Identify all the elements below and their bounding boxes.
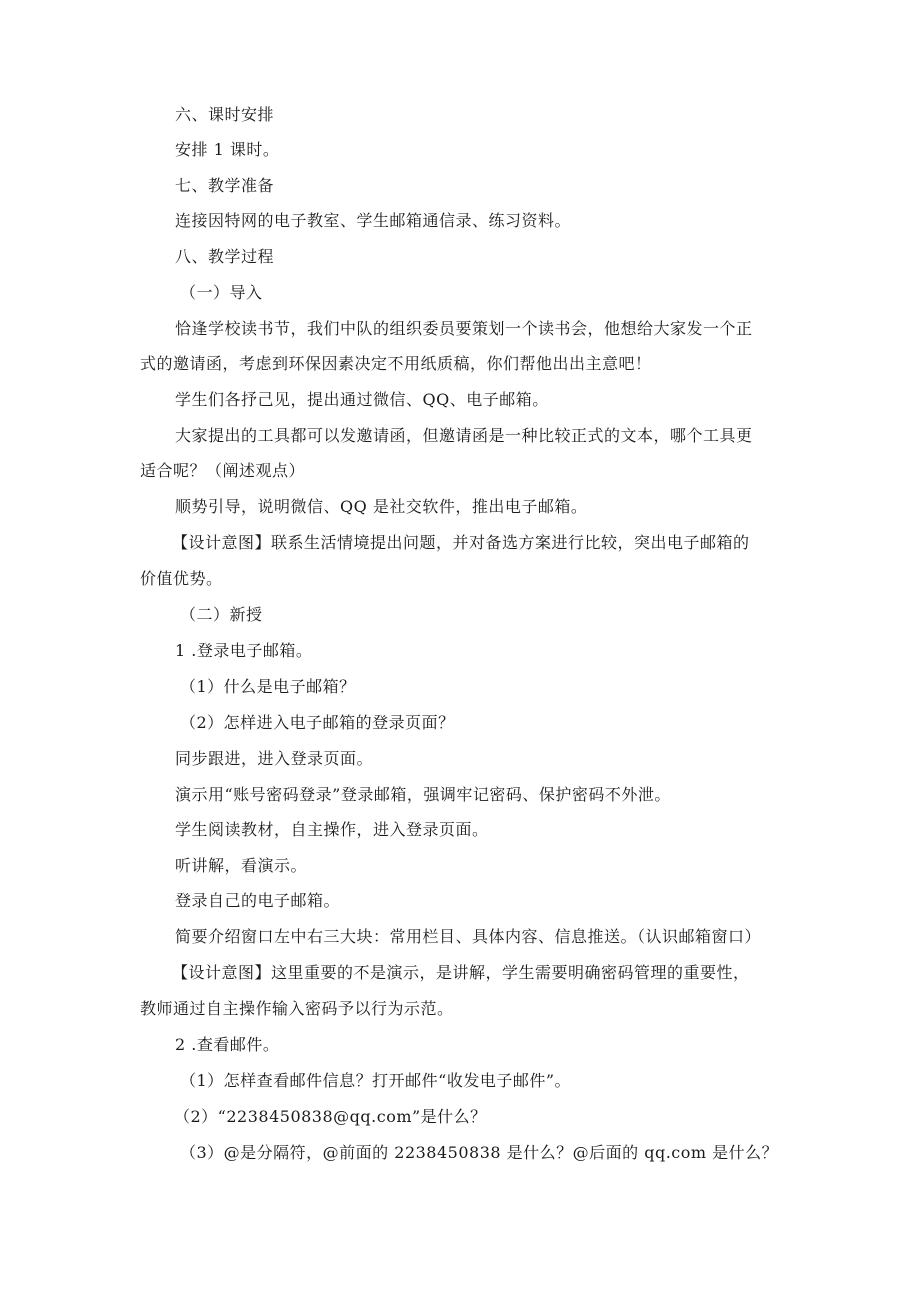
paragraph: 式的邀请函，考虑到环保因素决定不用纸质稿，你们帮他出出主意吧！: [140, 354, 652, 373]
paragraph: 适合呢？（阐述观点）: [140, 461, 306, 480]
paragraph: 教师通过自主操作输入密码予以行为示范。: [140, 999, 454, 1018]
paragraph: 简要介绍窗口左中右三大块：常用栏目、具体内容、信息推送。（认识邮箱窗口）: [175, 927, 762, 946]
paragraph: 连接因特网的电子教室、学生邮箱通信录、练习资料。: [175, 211, 572, 230]
subheading-intro: （一）导入: [180, 283, 263, 302]
paragraph: 听讲解，看演示。: [175, 856, 308, 875]
list-item: 1 .登录电子邮箱。: [175, 641, 313, 660]
heading-schedule: 六、课时安排: [175, 105, 275, 124]
paragraph: 顺势引导，说明微信、QQ 是社交软件，推出电子邮箱。: [175, 497, 588, 516]
subheading-new-lesson: （二）新授: [180, 605, 263, 624]
list-item: （1）怎样查看邮件信息？打开邮件“收发电子邮件”。: [180, 1071, 572, 1090]
paragraph: 学生阅读教材，自主操作，进入登录页面。: [175, 820, 489, 839]
paragraph: 演示用“账号密码登录”登录邮箱，强调牢记密码、保护密码不外泄。: [175, 785, 671, 804]
paragraph: 安排 1 课时。: [175, 140, 280, 159]
list-item: （2）怎样进入电子邮箱的登录页面？: [180, 713, 455, 732]
paragraph: 登录自己的电子邮箱。: [175, 891, 341, 910]
heading-preparation: 七、教学准备: [175, 176, 275, 195]
list-item: （2）“2238450838@qq.com”是什么？: [174, 1107, 487, 1126]
list-item: （1）什么是电子邮箱？: [180, 677, 356, 696]
heading-process: 八、教学过程: [175, 247, 275, 266]
paragraph: 学生们各抒己见，提出通过微信、QQ、电子邮箱。: [175, 390, 549, 409]
paragraph: 价值优势。: [140, 569, 223, 588]
list-item: 2 .查看邮件。: [175, 1035, 280, 1054]
paragraph: 大家提出的工具都可以发邀请函，但邀请函是一种比较正式的文本，哪个工具更: [175, 426, 753, 445]
paragraph: 同步跟进，进入登录页面。: [175, 749, 374, 768]
list-item: （3）@是分隔符，@前面的 2238450838 是什么？@后面的 qq.com 是什么？: [180, 1143, 779, 1162]
design-intent-paragraph: 【设计意图】这里重要的不是演示，是讲解，学生需要明确密码管理的重要性，: [172, 963, 750, 982]
design-intent-paragraph: 【设计意图】联系生活情境提出问题，并对备选方案进行比较，突出电子邮箱的: [172, 533, 750, 552]
paragraph: 恰逢学校读书节，我们中队的组织委员要策划一个读书会，他想给大家发一个正: [175, 319, 753, 338]
